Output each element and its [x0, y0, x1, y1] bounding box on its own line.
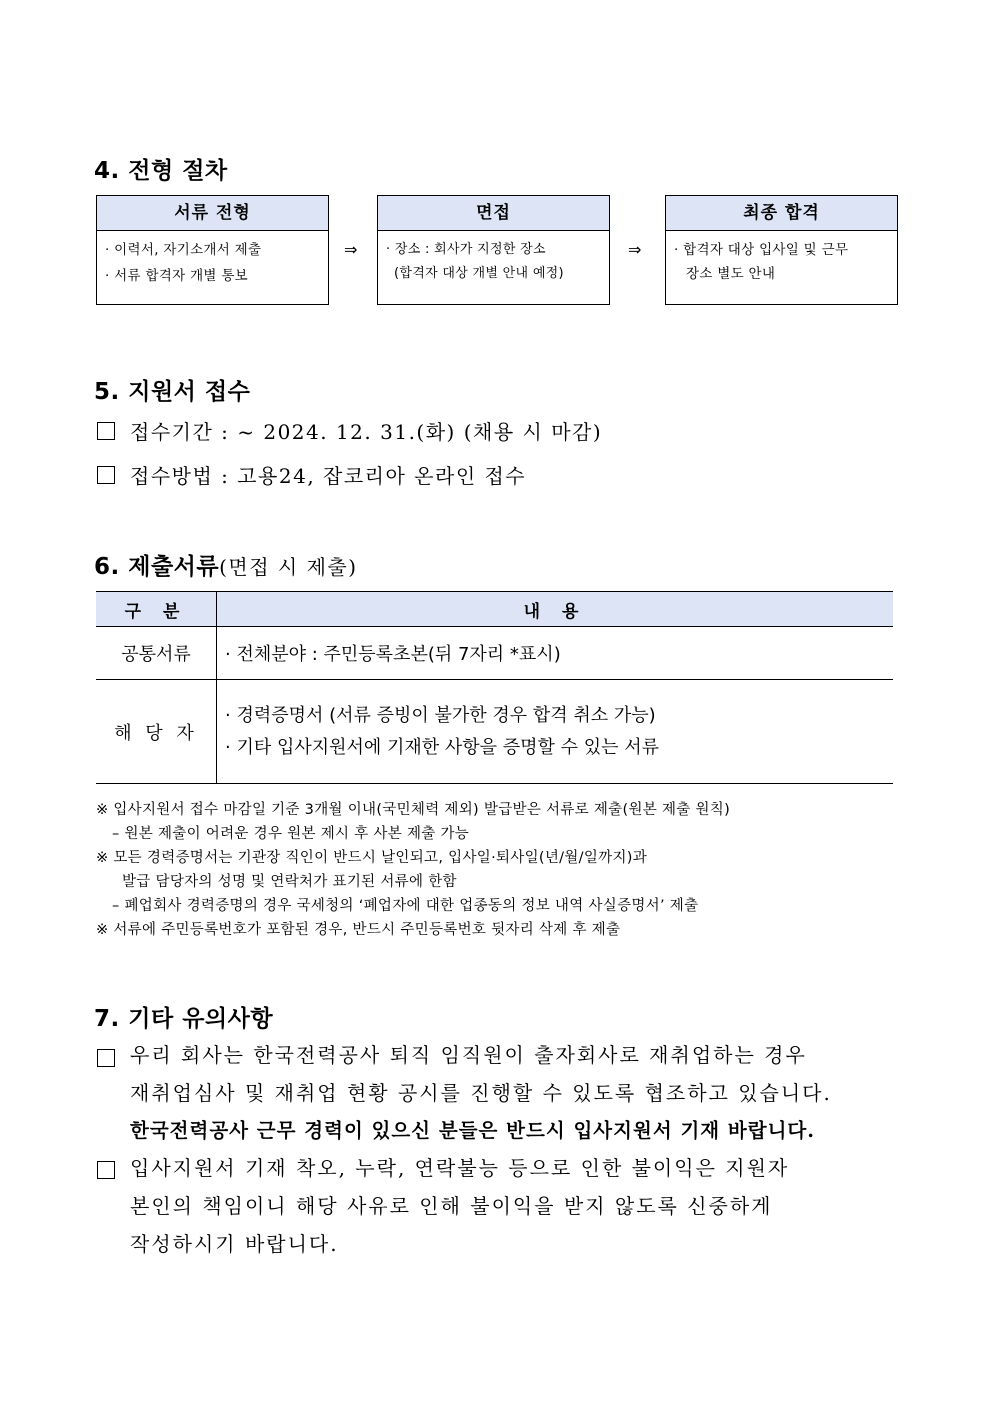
application-method: 접수방법 : 고용24, 잡코리아 온라인 접수	[130, 464, 527, 488]
row-content	[217, 680, 894, 784]
step-line: · 장소 : 회사가 지정한 장소	[386, 242, 546, 257]
documents-table	[96, 591, 893, 784]
section-6-heading	[94, 548, 358, 581]
table-header-category: 구 분	[96, 592, 217, 627]
right-arrow-icon: ⇒	[628, 240, 642, 259]
table-row	[96, 680, 893, 784]
note-line: ※ 입사지원서 접수 마감일 기준 3개월 이내(국민체력 제외) 발급받은 서류로 제출(원본 제출 원칙)	[96, 802, 731, 818]
section-6-title: 6. 제출서류	[94, 554, 220, 580]
step-title: 최종 합격	[666, 196, 897, 231]
note-line: 발급 담당자의 성명 및 연락처가 표기된 서류에 한함	[122, 874, 457, 890]
note-line: – 폐업회사 경력증명의 경우 국세청의 ‘폐업자에 대한 업종동의 정보 내역 사실증명서’ 제출	[112, 898, 699, 914]
step-line: · 서류 합격자 개별 통보	[105, 268, 249, 284]
notice-line: 입사지원서 기재 착오, 누락, 연락불능 등으로 인한 불이익은 지원자	[130, 1156, 790, 1180]
notes-block	[96, 798, 730, 942]
row-item: · 전체분야 : 주민등록초본(뒤 7자리 *표시)	[225, 644, 561, 665]
note-line: – 원본 제출이 어려운 경우 원본 제시 후 사본 제출 가능	[112, 826, 470, 842]
notice-line: 본인의 책임이니 해당 사유로 인해 불이익을 받지 않도록 신중하게	[130, 1194, 773, 1218]
step-line: 장소 별도 안내	[686, 266, 776, 282]
notice-item-2	[130, 1149, 789, 1263]
row-content	[217, 627, 894, 680]
row-item: · 경력증명서 (서류 증빙이 불가한 경우 합격 취소 가능)	[225, 704, 656, 726]
section-5-title: 5. 지원서 접수	[94, 379, 251, 405]
step-box-interview	[377, 195, 610, 305]
notice-item-1	[130, 1036, 832, 1150]
row-label: 해 당 자	[96, 680, 217, 784]
table-header-row	[96, 592, 893, 627]
application-period: 접수기간 : ~ 2024. 12. 31.(화) (채용 시 마감)	[130, 420, 603, 444]
notice-line: 작성하시기 바랍니다.	[130, 1232, 339, 1256]
table-header-content: 내 용	[217, 592, 894, 627]
section-7-title: 7. 기타 유의사항	[94, 1006, 274, 1032]
right-arrow-icon: ⇒	[344, 240, 358, 259]
step-line: (합격자 대상 개별 안내 예정)	[394, 266, 564, 281]
step-line: · 합격자 대상 입사일 및 근무	[674, 242, 849, 258]
checkbox-square-icon	[97, 1049, 115, 1067]
notice-line: 재취업심사 및 재취업 현황 공시를 진행할 수 있도록 협조하고 있습니다.	[130, 1081, 832, 1105]
step-box-final	[665, 195, 898, 305]
checkbox-square-icon	[97, 466, 115, 484]
step-line: · 이력서, 자기소개서 제출	[105, 242, 262, 258]
step-box-document	[96, 195, 329, 305]
row-label: 공통서류	[96, 627, 217, 680]
section-4-title: 4. 전형 절차	[94, 158, 228, 184]
notice-line: 우리 회사는 한국전력공사 퇴직 임직원이 출자회사로 재취업하는 경우	[130, 1043, 807, 1067]
step-title: 서류 전형	[97, 196, 328, 231]
row-item: · 기타 입사지원서에 기재한 사항을 증명할 수 있는 서류	[225, 736, 660, 758]
checkbox-square-icon	[97, 1161, 115, 1179]
notice-line-bold: 한국전력공사 근무 경력이 있으신 분들은 반드시 입사지원서 기재 바랍니다.	[130, 1119, 816, 1142]
step-title: 면접	[378, 196, 609, 231]
note-line: ※ 서류에 주민등록번호가 포함된 경우, 반드시 주민등록번호 뒷자리 삭제 후 제출	[96, 922, 621, 938]
section-6-title-suffix: (면접 시 제출)	[219, 555, 358, 579]
note-line: ※ 모든 경력증명서는 기관장 직인이 반드시 날인되고, 입사일·퇴사일(년/월/일까지)과	[96, 850, 648, 866]
checkbox-square-icon	[97, 422, 115, 440]
table-row	[96, 627, 893, 680]
